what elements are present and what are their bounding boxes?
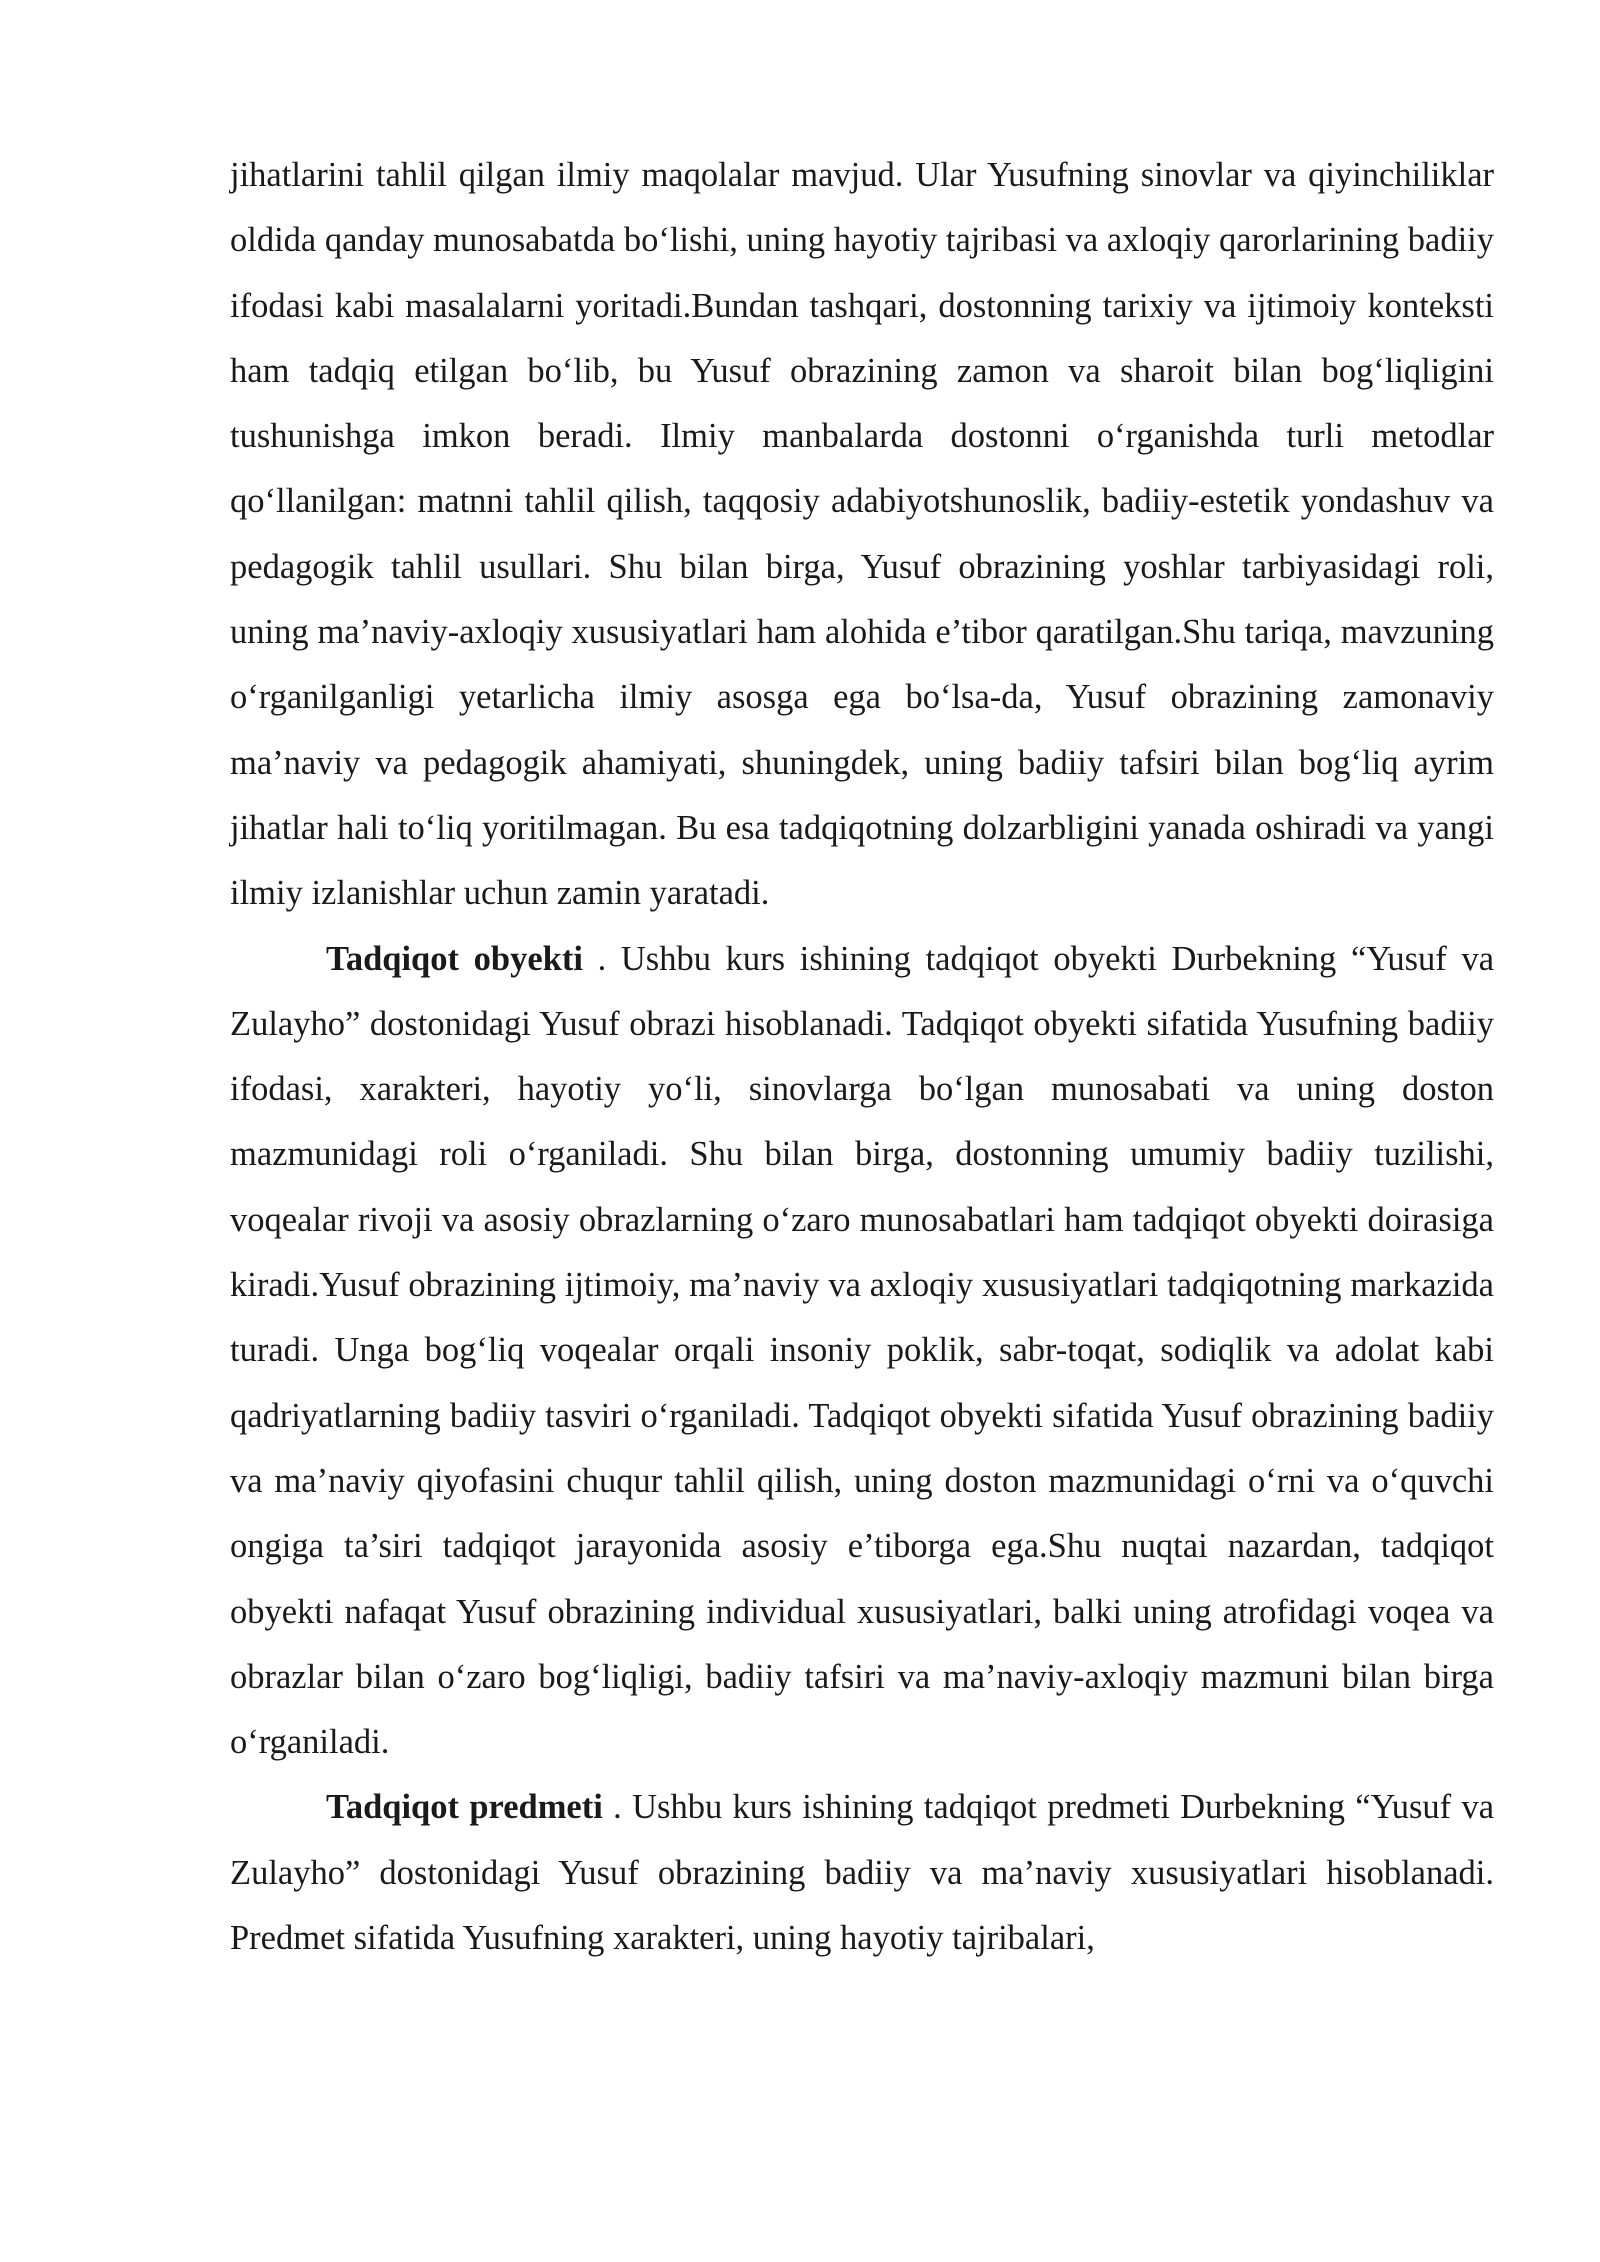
paragraph-text: . Ushbu kurs ishining tadqiqot predmeti Durbekning “Yusuf va Zulayho” dostonidagi Yusuf obrazining badiiy va ma’naviy xususiyatlari hisoblanadi. Predmet sifatida Yusufning xarakteri, uning hayotiy tajribalari,: [230, 1788, 1495, 1958]
paragraph-intro-continuation: [230, 143, 1494, 927]
section-heading-object: Tadqiqot obyekti: [326, 939, 583, 978]
paragraph-text: jihatlarini tahlil qilgan ilmiy maqolalar mavjud. Ular Yusufning sinovlar va qiyinchiliklar oldida qanday munosabatda bo‘lishi, uning hayotiy tajribasi va axloqiy qarorlarining badiiy ifodasi kabi masalalarni yoritadi.Bundan tashqari, dostonning tarixiy va ijtimoiy konteksti ham tadqiq etilgan bo‘lib, bu Yusuf obrazining zamon va sharoit bilan bog‘liqligini tushunishga imkon beradi. Ilmiy manbalarda dostonni o‘rganishda turli metodlar qo‘llanilgan: matnni tahlil qilish, taqqosiy adabiyotshunoslik, badiiy-estetik yondashuv va pedagogik tahlil usullari. Shu bilan birga, Yusuf obrazining yoshlar tarbiyasidagi roli, uning ma’naviy-axloqiy xususiyatlari ham alohida e’tibor qaratilgan.Shu tariqa, mavzuning o‘rganilganligi yetarlicha ilmiy asosga ega bo‘lsa-da, Yusuf obrazining zamonaviy ma’naviy va pedagogik ahamiyati, shuningdek, uning badiiy tafsiri bilan bog‘liq ayrim jihatlar hali to‘liq yoritilmagan. Bu esa tadqiqotning dolzarbligini yanada oshiradi va yangi ilmiy izlanishlar uchun zamin yaratadi.: [230, 156, 1494, 913]
section-heading-subject: Tadqiqot predmeti: [326, 1788, 603, 1827]
document-page: [230, 143, 1494, 1971]
paragraph-research-subject: [230, 1775, 1494, 1971]
paragraph-research-object: [230, 927, 1494, 1776]
paragraph-text: . Ushbu kurs ishining tadqiqot obyekti Durbekning “Yusuf va Zulayho” dostonidagi Yusuf obrazi hisoblanadi. Tadqiqot obyekti sifatida Yusufning badiiy ifodasi, xarakteri, hayotiy yo‘li, sinovlarga bo‘lgan munosabati va uning doston mazmunidagi roli o‘rganiladi. Shu bilan birga, dostonning umumiy badiiy tuzilishi, voqealar rivoji va asosiy obrazlarning o‘zaro munosabatlari ham tadqiqot obyekti doirasiga kiradi.Yusuf obrazining ijtimoiy, ma’naviy va axloqiy xususiyatlari tadqiqotning markazida turadi. Unga bog‘liq voqealar orqali insoniy poklik, sabr-toqat, sodiqlik va adolat kabi qadriyatlarning badiiy tasviri o‘rganiladi. Tadqiqot obyekti sifatida Yusuf obrazining badiiy va ma’naviy qiyofasini chuqur tahlil qilish, uning doston mazmunidagi o‘rni va o‘quvchi ongiga ta’siri tadqiqot jarayonida asosiy e’tiborga ega.Shu nuqtai nazardan, tadqiqot obyekti nafaqat Yusuf obrazining individual xususiyatlari, balki uning atrofidagi voqea va obrazlar bilan o‘zaro bog‘liqligi, badiiy tafsiri va ma’naviy-axloqiy mazmuni bilan birga o‘rganiladi.: [230, 939, 1495, 1762]
